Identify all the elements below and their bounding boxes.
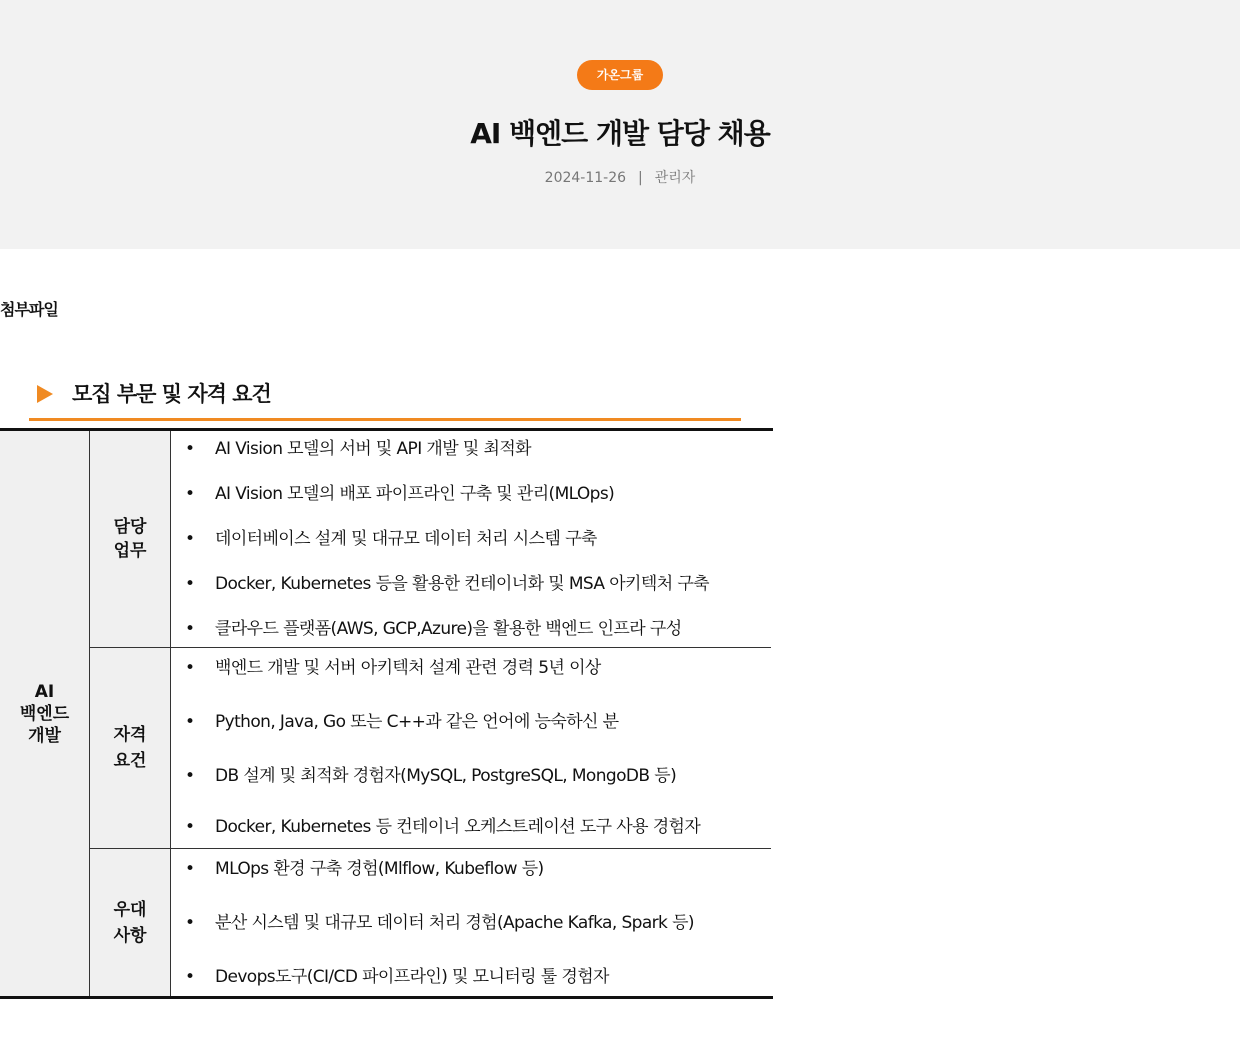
group-label-preferred (90, 849, 171, 996)
group-label-line: 업무 (113, 541, 147, 561)
post-header (0, 0, 1240, 249)
meta-separator: | (638, 170, 643, 186)
post-meta (0, 168, 1240, 188)
bullet-icon: • (185, 658, 195, 678)
list-item-text: AI Vision 모델의 서버 및 API 개발 및 최적화 (215, 439, 531, 459)
table-bottom-border (0, 996, 773, 999)
list-item-text: 클라우드 플랫폼(AWS, GCP,Azure)을 활용한 백엔드 인프라 구성 (215, 619, 682, 639)
group-label-line: 사항 (113, 925, 147, 946)
attachment-label: 첨부파일 (0, 300, 58, 319)
category-line: AI (34, 681, 55, 702)
group-label-line: 우대 (113, 899, 147, 920)
bullet-icon: • (185, 619, 195, 639)
list-item-text: Python, Java, Go 또는 C++과 같은 언어에 능숙하신 분 (215, 712, 619, 732)
play-arrow-icon (37, 385, 53, 403)
table-top-border (0, 428, 773, 431)
list-item-text: AI Vision 모델의 배포 파이프라인 구축 및 관리(MLOps) (215, 484, 615, 504)
list-item-text: MLOps 환경 구축 경험(Mlflow, Kubeflow 등) (215, 859, 544, 879)
bullet-icon: • (185, 484, 195, 504)
category-line: 개발 (28, 725, 61, 746)
list-item-text: Docker, Kubernetes 등을 활용한 컨테이너화 및 MSA 아키텍처 구축 (215, 574, 709, 594)
group-label-duties (90, 431, 171, 647)
page-title: AI 백엔드 개발 담당 채용 (470, 117, 770, 150)
list-item-text: Devops도구(CI/CD 파이프라인) 및 모니터링 툴 경험자 (215, 967, 609, 987)
bullet-icon: • (185, 967, 195, 987)
list-item-text: Docker, Kubernetes 등 컨테이너 오케스트레이션 도구 사용 경험자 (215, 817, 701, 837)
group-label-line: 자격 (113, 725, 147, 745)
bullet-icon: • (185, 859, 195, 879)
group-label-qualifications (90, 648, 171, 848)
bullet-icon: • (185, 439, 195, 459)
bullet-icon: • (185, 913, 195, 933)
category-cell (0, 429, 90, 998)
row-divider (90, 647, 771, 648)
section-header (29, 376, 741, 421)
list-item-text: 데이터베이스 설계 및 대규모 데이터 처리 시스템 구축 (215, 529, 597, 549)
bullet-icon: • (185, 529, 195, 549)
bullet-icon: • (185, 712, 195, 732)
category-line: 백엔드 (19, 703, 70, 724)
post-author: 관리자 (654, 170, 696, 186)
row-divider (90, 848, 771, 849)
post-date: 2024-11-26 (544, 170, 627, 186)
bullet-icon: • (185, 574, 195, 594)
group-label-line: 담당 (113, 517, 147, 537)
group-label-line: 요건 (113, 751, 147, 771)
list-item-text: DB 설계 및 최적화 경험자(MySQL, PostgreSQL, MongoDB 등) (215, 766, 677, 786)
list-item-text: 분산 시스템 및 대규모 데이터 처리 경험(Apache Kafka, Spark 등) (215, 913, 694, 933)
category-badge[interactable]: 가온그룹 (577, 60, 663, 90)
bullet-icon: • (185, 766, 195, 786)
bullet-icon: • (185, 817, 195, 837)
list-item-text: 백엔드 개발 및 서버 아키텍처 설계 관련 경력 5년 이상 (215, 658, 601, 678)
section-title: 모집 부문 및 자격 요건 (72, 382, 271, 406)
